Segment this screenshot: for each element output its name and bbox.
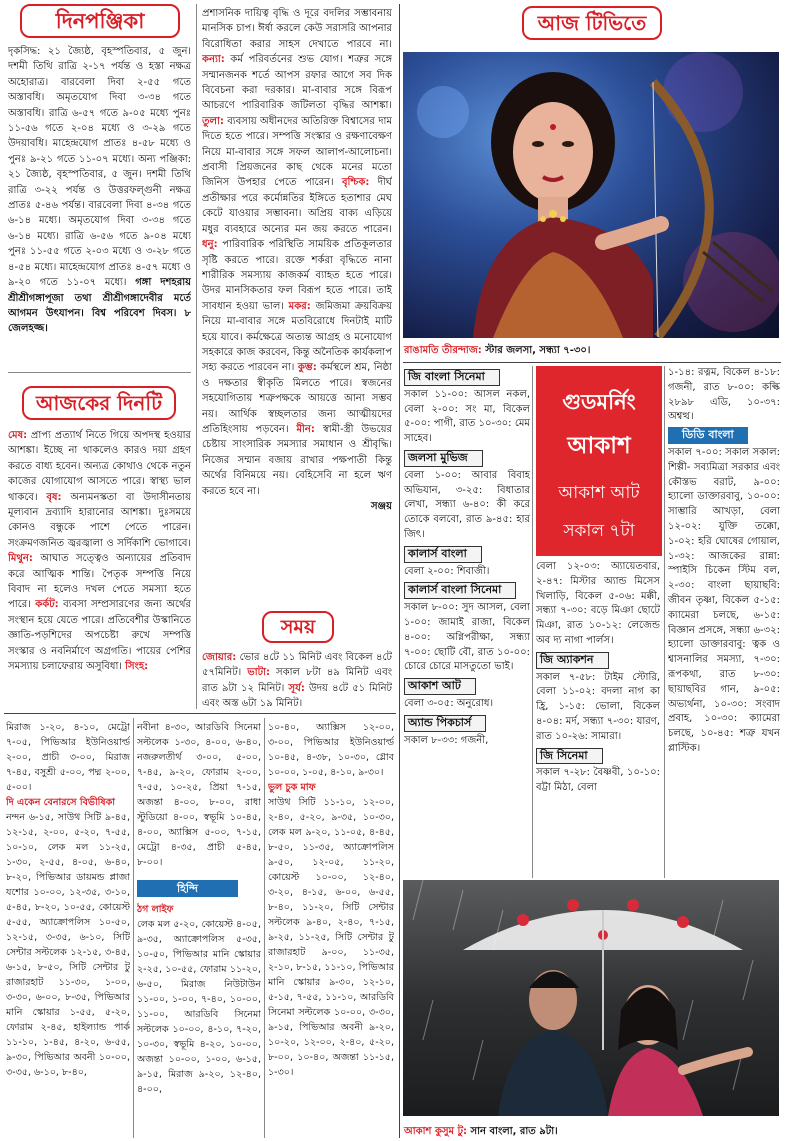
movie-title-ekenbenarase: দি একেন বেনারসে বিভীষিকা	[6, 797, 116, 808]
good-morning-akash-promo	[536, 366, 662, 556]
aj-tvite-title: আজ টিভিতে	[522, 6, 662, 40]
sign-makar: মকর:	[288, 300, 311, 312]
band-dd-bangla: ডিডি বাংলা	[668, 427, 748, 444]
samay-title: সময়	[262, 611, 334, 643]
umbrella-illustration	[403, 880, 779, 1116]
cinema-col1: মিরাজ ১-২০, ৪-১০, মেট্রো ৭-০৫, পিভিআর ইউনিওয়ার্ল্ড ২-০০, প্রাচী ৩-০০, মিরাজ ৭-৪৫, বসুশ্রী ৫-০০, পদ্ম ২-০০, ৫-০০। দি একেন বেনারসে বিভীষিকা নন্দন ৬-১৫, সাউথ সিটি ৯-৪৫, ১২-১৫, ২-০০, ৫-২০, ৭-৫৫, ১০-১০, লেক মল ১১-২৫, ১-৩০, ২-৫৫, ৪-০৫, ৬-৪০, ৮-২০, পিভিআর ডায়মন্ড প্লাজা যশোর ১০-০০, ১২-৩৫, ৩-১০, ৫-৪৫, ৮-২০, ১০-৫৫, কোয়েস্ট ৫-৫৫, অ্যাক্রোপলিস ১০-৫০, ১২-১৫, ৩-৩৫, ৬-১০, সিটি সেন্টার সল্টলেক ১২-১৫, ৩-৪৫, ৬-১৫, ৮-৫০, সিটি সেন্টার টু রাজারহাট ১১-৩০, ১-০০, ৩-৩০, ৬-০০, ৮-৩৫, পিভিআর মানি স্কোয়ার ১-৫৫, ৫-২০, ফোরাম ২-৪৫, হাইল্যান্ড পার্ক ১১-১০, ১-৪৫, ৪-২০, ৬-৫৫, ৯-৩০, পিভিআর অবনী ১০-০০, ৩-৩৫, ৬-১০, ৮-৪০,	[6, 722, 130, 1078]
cinema-col3: ১০-৪০, অ্যাক্সিস ১২-০০, ৩-০০, পিভিআর ইউনিওয়ার্ল্ড ১০-৪৫, ৪-৩৮, ১০-৩০, গ্লোব ১০-০০, ১-০৫, ৪-১০, ৯-৩০। ভুল চুক মাফ সাউথ সিটি ১১-১০, ১২-০০, ২-৪০, ৫-২০, ৯-৩৫, ১০-৩০, লেক মল ৯-২০, ১১-০৫, ৪-৪৫, ৮-৫০, ১১-৩৫, অ্যাক্রোপলিস ৯-৫০, ১২-০৫, ১১-২০, কোয়েস্ট ১০-০০, ১২-৪০, ৩-২০, ৪-১৫, ৬-০০, ৬-৫৫, ৮-৪০, ১১-২০, সিটি সেন্টার সল্টলেক ৯-৪০, ২-৪০, ৭-১৫, ৯-২৫, ১১-২৫, সিটি সেন্টার টু রাজারহাট ৯-০০, ১১-৩৫, ২-১০, ৮-১৫, ১১-১০, পিভিআর মানি স্কোয়ার ৯-৩০, ১২-১০, ৫-১৫, ৭-৫৫, ১১-১০, আরডিবি সিনেমা সল্টলেক ১০-০০, ৩-৩০, ৯-১৫, পিভিআর অবনী ৯-২০, ১০-২০, ১২-০০, ২-৪০, ৫-২০, ৮-০০, ১০-৪০, অজন্তা ১১-১৫, ১-৩০।	[268, 722, 394, 1078]
ajker-dinti-title: আজকের দিনটি	[22, 386, 176, 420]
tv-col2: বেলা ১২-০৩: অ্যায়েতবার, ২-৪৭: মিস্টার অ্যান্ড মিসেস খিলাড়ি, বিকেল ৫-০৬: মক্কী, সন্ধ্যা ৭-৩০: বড়ে মিঞা ছোটে মিঞা, রাত ১০-১২: লেজেন্ড অব দ্য নাগা পার্লস। জি অ্যাকশন সকাল ৭-৫৮: টাইম স্টোরি, বেলা ১১-০২: বদলা নাগ কা হ্রি, ১-১৫: ভোলা, বিকেল ৪-০৪: মর্দ, সন্ধ্যা ৭-৩০: যারণ, রাত ১০-২৬: সামারা। জি সিনেমা সকাল ৭-২৮: বৈষ্ণবী, ১০-১০: বট্টা মিঠা, বেলা	[536, 561, 660, 794]
promo-line4: সকাল ৭টা	[563, 521, 635, 541]
channel-zee-action: জি অ্যাকশন	[536, 652, 609, 669]
sign-brishchik: বৃশ্চিক:	[341, 177, 370, 189]
sign-kanya: কন্যা:	[202, 54, 225, 66]
sign-singha: সিংহ:	[125, 661, 149, 673]
tv-col3: ১-১৪: রত্নম, বিকেল ৪-১৮: গজনী, রাত ৮-০০: কল্কি ২৮৯৮ এডি, ১০-৩৭: অশ্বত্থ। ডিডি বাংলা সকাল ৭-০০: সকাল সকাল: শিল্পী- সব্যমিত্রা সরকার এবং কৌস্তভ বরাট, ৯-০০: হ্যালো ডাক্তারবাবু, ১০-০০: সাম্ভারি আখড়া, বেলা ১২-০২: যুক্তি তক্কো, ১-০২: হরি ঘোষের গোয়াল, ১-৩২: আজকের রান্না: স্পাইসি চিকেন স্টিম বল, ২-৩০: বাংলা ছায়াছবি: জীবন তৃষ্ণা, বিকেল ৫-১৫: ক্যামেরা চলছে, ৬-১৫: বিজ্ঞান প্রসঙ্গে, সন্ধ্যা ৬-৩২: হ্যালো ডাক্তারবাবু: ত্বক ও শ্বাসনালির সমস্যা, ৭-৩০: রূপকথা, রাত ৮-৩০: ছায়াছবির গান, ৯-০৫: অভ্যর্থনা, ১০-৩০: সংবাদ প্রবাহ, ১০-৩০: ক্যামেরা চলছে, ১০-৪৫: শত্রু যখন প্লাস্টিক।	[668, 367, 780, 754]
archer-photo	[403, 52, 779, 338]
promo-line3: আকাশ আট	[558, 483, 640, 503]
cinema-col2: নবীনা ৪-৩০, আরডিবি সিনেমা সল্টলেক ১-৩০, ৪-০০, ৬-৪০, নজরুলতীর্থ ৩-০০, ৫-০০, ৭-৪৫, ৯-২০, ফোরাম ২-০০, ৭-৫৫, ১০-২৫, প্রিয়া ৭-১৫, অজন্তা ৪-০০, ৮-০০, রাধা স্টুডিয়ো ৪-০০, স্বভূমি ১০-৪৫, ৪-০০, অ্যাক্সিস ৫-০০, ৭-১৫, মেট্রো ৪-৩৫, প্রাচী ৫-৪৫, ৮-০০। হিন্দি ঠগ লাইফ লেক মল ৫-২০, কোয়েস্ট ৪-০৫, ৯-৩৫, অ্যাক্রোপলিস ৫-৩৫, ১০-৫০, পিভিআর মানি স্কোয়ার ২-২৫, ১০-৫৫, ফোরাম ১১-২০, ৬-৫০, মিরাজ নিউটাউন ১১-০০, ১-০০, ৭-৪০, ১০-০০, ১১-০০, আরডিবি সিনেমা সল্টলেক ১০-০০, ৪-১০, ৭-২০, ১০-৩০, স্বভূমি ৪-২০, ১০-০০, অজন্তা ১০-০০, ১-০০, ৬-১৫, ৯-১৫, মিরাজ ৯-২০, ১২-৪০, ৪-০০,	[137, 722, 261, 1095]
promo-line2: আকাশ	[567, 433, 631, 459]
sign-tula: তুলা:	[202, 115, 224, 127]
channel-zee-bangla-cinema: জি বাংলা সিনেমা	[404, 369, 500, 386]
sign-brish: বৃষ:	[46, 491, 62, 503]
archer-illustration	[403, 52, 779, 338]
sign-mithun: মিথুন:	[8, 553, 33, 565]
umbrella-photo	[403, 880, 779, 1116]
channel-colors-bangla: কালার্স বাংলা	[404, 546, 482, 563]
horoscope-col2: প্রশাসনিক দায়িত্ব বৃদ্ধি ও দূরে বদলির সম্ভাবনায় মানসিক চাপ। ঈর্ষা করলে কেউ সরাসরি আপনার বিরোধিতা করার সাহস দেখাতে পারবে না। কন্যা: কর্ম পরিবর্তনের শুভ যোগ। শত্রুর সঙ্গে সম্মানজনক শর্তে আপস রফার আগে সব দিক বিবেচনা করা দরকার। মা-বাবার সঙ্গে বিরূপ আচরণে পারিবারিক জটিলতা বৃদ্ধির আশঙ্কা। তুলা: ব্যবসায় অধীনদের অতিরিক্ত বিশ্বাসের দাম দিতে হতে পারে। সম্পত্তি সংস্কার ও রক্ষণাবেক্ষণ নিয়ে মা-বাবার সঙ্গে সফল আলাপ-আলোচনা। প্রবাসী প্রিয়জনের কাছ থেকে মনের মতো জিনিস উপহার পেতে পারেন। বৃশ্চিক: দীর্ঘ প্রতীক্ষার পরে কর্মোন্নতির ইঙ্গিতে হতাশার মেঘ কেটে যাওয়ার সম্ভাবনা। অপ্রিয় বাক্য এড়িয়ে মধুর ব্যবহারে অন্যের মন জয় করতে পারেন। ধনু: পারিবারিক পরিস্থিতি সাময়িক প্রতিকূলতার সৃষ্টি করতে পারে। রক্তে শর্করা বৃদ্ধিতে নানা শারীরিক সমস্যায় কাজকর্ম ব্যাহত হতে পারে। উদর মানসিকতার ফল বিরূপ হতে পারে। তাই সাবধান হওয়া ভাল। মকর: জমিজমা ক্রয়বিক্রয় নিয়ে মা-বাবার সঙ্গে মতবিরোধে দিনটাই মাটি হয়ে যাবে। কর্মক্ষেত্রে অত্যন্ত আগ্রহ ও মনোযোগ সহকারে কাজ করবেন, কিন্তু অনৈতিক কার্যকলাপ সহ্য করতে পারবেন না। কুম্ভ: কর্মস্থলে শ্রম, নিষ্ঠা ও দক্ষতার স্বীকৃতি মিলতে পারে। স্বজনের সহযোগিতায় শত্রুপক্ষকে আয়ত্তে আনা সম্ভব নয়। আর্থিক স্বচ্ছলতার জন্য আত্মীয়দের প্রতিহিংসায় পড়বেন। মীন: স্বামী-স্ত্রী উভয়ের চেষ্টায় সাংসারিক সমস্যার সমাধান ও শ্রীবৃদ্ধি। নিজের সম্মান বজায় রাখার পক্ষপাতী কিন্তু অর্থের বিনিময়ে নয়। বেহিসেবি না হলে ঋণ করতে হবে না। সঞ্জয়	[202, 6, 392, 598]
tv-col1: জি বাংলা সিনেমা সকাল ১১-০০: আসল নকল, বেলা ২-০০: সং মা, বিকেল ৫-০০: পাগী, রাত ১০-৩০: মেম সাহেব। জলসা মুভিজ বেলা ১-০০: আবার বিবাহ অভিযান, ৩-২৫: বিধাতার লেখা, সন্ধ্যা ৬-৪০: কী করে তোকে বলবো, রাত ৯-৪৫: হার জিৎ। কালার্স বাংলা বেলা ২-০০: শিবাজী। কালার্স বাংলা সিনেমা সকাল ৮-০০: সুদ আসল, বেলা ১-০০: জামাই রাজা, বিকেল ৪-০০: অগ্নিপরীক্ষা, সন্ধ্যা ৭-০০: ছোটি বৌ, রাত ১০-০০: চোরে চোরে মাসতুতো ভাই। আকাশ আট বেলা ৩-০৫: অনুরোধ। অ্যান্ড পিকচার্স সকাল ৮-৩৩: গজনী,	[404, 370, 530, 746]
movie-title-thug-life: ঠগ লাইফ	[137, 904, 174, 915]
sign-dhanu: ধনু:	[202, 239, 218, 251]
channel-akash-aat: আকাশ আট	[404, 678, 476, 695]
channel-jalsa-movies: জলসা মুভিজ	[404, 450, 483, 467]
sign-kumbha: কুম্ভ:	[297, 362, 317, 374]
dinpanjika-footer: গঙ্গা দশহরায় শ্রীশ্রীগঙ্গাপূজা তথা শ্রীশ্রীগঙ্গাদেবীর মর্তে আগমন উৎযাপন। বিশ্ব পরিবেশ দিবস। ৮ জেলহজ্জ।	[8, 277, 191, 335]
sign-meen: মীন:	[296, 423, 315, 435]
umbrella-caption: আকাশ কুসুম টু: সান বাংলা, রাত ৯টা।	[404, 1126, 558, 1137]
sign-karkat: কর্কট:	[35, 599, 59, 611]
sign-mesh: মেষ:	[8, 430, 28, 441]
channel-zee-cinema: জি সিনেমা	[536, 748, 603, 765]
archer-caption: রাঙামতি তীরন্দাজ: স্টার জলসা, সন্ধ্যা ৭-৩০।	[404, 345, 591, 356]
band-hindi: হিন্দি	[137, 880, 238, 897]
horoscope-col1: মেষ: প্রাপ্য প্রত্যার্থ নিতে গিয়ে অপদস্থ হওয়ার আশঙ্কা। ইচ্ছে না থাকলেও কারও দয়া গ্রহণ করতে বাধ্য হবেন। অন্যত্র কোথাও থেকে নতুন কাজের যোগাযোগ আসতে পারে। স্বাস্থ্য ভাল থাকবে। বৃষ: অন্যমনস্কতা বা উদাসীনতায় মূল্যবান দ্রব্যাদি হারানোর আশঙ্কা। দুঃসময়ে কোনও বন্ধুকে পাশে পেতে পারেন। সংক্রমণজনিত জ্বরজ্বালা ও সর্দিকাশি ভোগাবে। মিথুন: আঘাত সত্ত্বেও অন্যায়ের প্রতিবাদ করে আত্মিক শান্তি। পৈতৃক সম্পত্তি নিয়ে বিবাদ না হলেও দখল পেতে সমস্যা হতে পারে। কর্কট: ব্যবসা সম্প্রসারণের জন্য অর্থের সংস্থান হয়ে যেতে পারে। প্রতিবেশীর উস্কানিতে জ্ঞাতি-পড়শিদের অপচেষ্টা রুখে সম্পত্তি সংস্কার ও নবনির্মাণে অগ্রগতি। পায়ের পেশির সমস্যায় চলাফেরায় অসুবিধা। সিংহ:	[8, 430, 191, 673]
horoscope-byline: সঞ্জয়	[370, 501, 392, 512]
samay-body: জোয়ার: ভোর ৪টে ১১ মিনিট এবং বিকেল ৪টে ৫৭মিনিট। ভাটা: সকাল ৮টা ৪৯ মিনিট এবং রাত ৯টা ১২ মিনিট। সূর্য: উদয় ৪টে ৫১ মিনিট এবং অস্ত ৬টা ১৯ মিনিট।	[202, 652, 392, 710]
movie-title-bhool-chuk-maaf: ভুল চুক মাফ	[268, 782, 316, 793]
dinpanjika-text: দৃকসিদ্ধ: ২১ জ্যৈষ্ঠ, বৃহস্পতিবার, ৫ জুন। দশমী তিথি রাত্রি ২-১৭ পর্যন্ত ও হস্তা নক্ষত্র অহোরাত্র। বারবেলা দিবা ২-৫৫ গতে অস্তাবধি। অমৃতযোগ দিবা ৩-৩৪ গতে অস্তাবধি। রাত্রি ৬-৫৭ গতে ৯-০৫ মধ্যে পুনঃ ১১-৫৬ গতে ২-০৪ মধ্যে ও ৩-২৯ গতে উদয়াবধি। মাহেন্দ্রযোগ প্রাতঃ ৪-৫৮ মধ্যে ও পুনঃ ৯-২১ গতে ১১-০৭ মধ্যে। অন্য পঞ্জিকা: ২১ জ্যৈষ্ঠ, বৃহস্পতিবার, ৫ জুন। দশমী তিথি রাত্রি ৩-২২ পর্যন্ত ও উত্তরফল্গুনী নক্ষত্র প্রাতঃ ৫-৪৬ পর্যন্ত। বারবেলা দিবা ৪-৩৪ গতে ৬-১৪ মধ্যে। অমৃতযোগ দিবা ৩-৩৪ গতে ৬-১৪ মধ্যে। রাত্রি ৬-৫৬ গতে ৯-০৪ মধ্যে পুনঃ ১১-৫৫ গতে ২-০৩ মধ্যে ও ৩-২৮ গতে ৪-৫৪ মধ্যে। মাহেন্দ্রযোগ প্রাতঃ ৪-৫৭ মধ্যে ও ৯-২০ গতে ১১-০৭ মধ্যে।	[8, 46, 191, 289]
dinpanjika-title: দিনপঞ্জিকা	[20, 4, 180, 38]
promo-line1: গুডমর্নিং	[562, 390, 636, 414]
channel-colors-bangla-cinema: কালার্স বাংলা সিনেমা	[404, 582, 516, 599]
dinpanjika-body	[8, 44, 191, 366]
channel-and-pictures: অ্যান্ড পিকচার্স	[404, 715, 486, 732]
